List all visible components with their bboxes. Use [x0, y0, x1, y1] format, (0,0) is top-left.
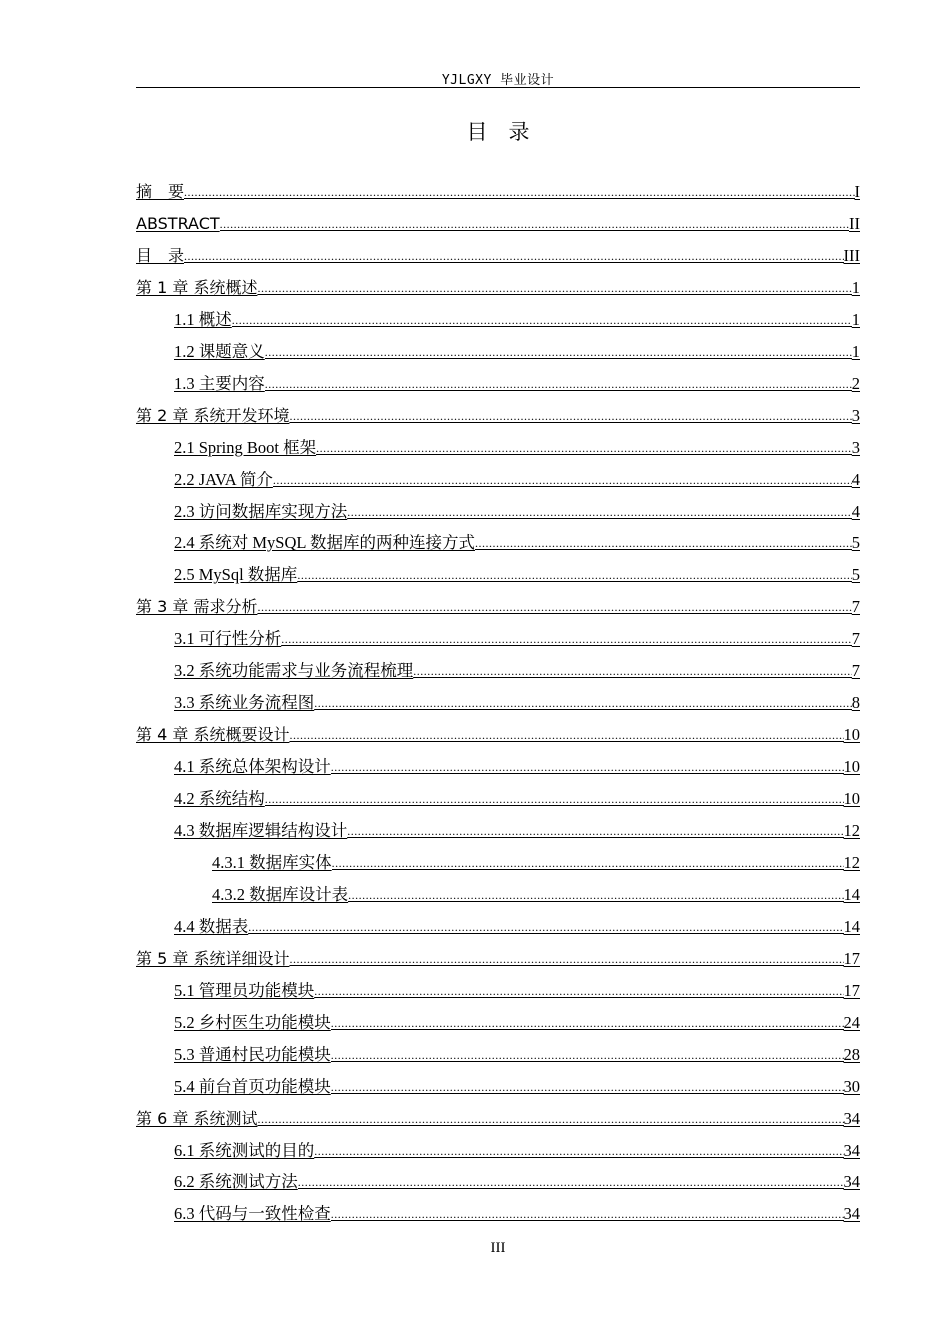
toc-leader-dots — [347, 821, 843, 841]
toc-leader-dots — [265, 789, 844, 809]
toc-entry[interactable] — [136, 178, 860, 202]
toc-entry-label: 6.1 系统测试的目的 — [174, 1140, 315, 1160]
toc-leader-dots — [331, 757, 844, 777]
page-number: III — [490, 1240, 506, 1256]
toc-entry-label: 1.1 概述 — [174, 309, 232, 329]
toc-leader-dots — [289, 949, 843, 969]
toc-entry-page: III — [843, 245, 860, 265]
toc-entry[interactable] — [136, 593, 860, 617]
toc-entry[interactable] — [212, 849, 860, 873]
toc-entry-label: 目 录 — [136, 245, 185, 265]
toc-entry-label: 摘 要 — [136, 182, 185, 201]
toc-entry-label: 2.2 JAVA 简介 — [174, 469, 273, 489]
toc-entry[interactable] — [174, 625, 860, 649]
toc-entry[interactable] — [174, 977, 860, 1001]
toc-entry-label: 1.2 课题意义 — [174, 341, 265, 361]
toc-entry-page: 14 — [843, 884, 860, 904]
toc-entry-label: 第 4 章 系统概要设计 — [136, 725, 290, 745]
toc-entry[interactable] — [174, 657, 860, 681]
toc-entry[interactable] — [174, 1137, 860, 1161]
toc-entry-label: 第 5 章 系统详细设计 — [136, 948, 290, 968]
header-rule — [136, 87, 860, 88]
toc-entry-page: 17 — [843, 948, 860, 968]
toc-entry[interactable] — [174, 561, 860, 585]
toc-entry-page: 10 — [843, 789, 860, 809]
toc-entry-page: 7 — [851, 629, 860, 649]
toc-entry-label: 3.2 系统功能需求与业务流程梳理 — [174, 661, 414, 681]
toc-leader-dots — [348, 885, 843, 905]
toc-leader-dots — [289, 406, 851, 426]
toc-leader-dots — [475, 533, 852, 553]
toc-entry-label: 4.3.2 数据库设计表 — [212, 884, 349, 904]
toc-entry[interactable] — [174, 434, 860, 458]
toc-entry-page: 4 — [851, 469, 860, 489]
toc-entry-label: 2.3 访问数据库实现方法 — [174, 501, 348, 521]
toc-leader-dots — [184, 246, 844, 266]
toc-leader-dots — [347, 502, 852, 522]
toc-entry-page: 30 — [843, 1076, 860, 1096]
toc-leader-dots — [314, 981, 843, 1001]
toc-entry-page: 12 — [843, 852, 860, 872]
running-header: YJLGXY 毕业设计 — [441, 73, 555, 88]
toc-entry-page: 14 — [843, 916, 860, 936]
toc-entry-label: 5.1 管理员功能模块 — [174, 980, 315, 1000]
toc-entry-page: 28 — [843, 1044, 860, 1064]
toc-entry-page: 34 — [843, 1140, 860, 1160]
toc-leader-dots — [273, 470, 852, 490]
toc-entry-page: 2 — [851, 373, 860, 393]
toc-entry-page: 5 — [851, 565, 860, 585]
toc-entry[interactable] — [174, 338, 860, 362]
toc-entry-page: 12 — [843, 821, 860, 840]
toc-leader-dots — [413, 661, 852, 681]
toc-entry-label: 4.3 数据库逻辑结构设计 — [174, 821, 348, 840]
toc-entry[interactable] — [174, 913, 860, 937]
toc-leader-dots — [316, 438, 852, 458]
toc-leader-dots — [331, 1204, 844, 1224]
toc-entry-page: 3 — [851, 437, 860, 457]
toc-entry-page: 17 — [843, 980, 860, 1000]
toc-entry-label: 3.1 可行性分析 — [174, 629, 282, 649]
toc-entry-page: 5 — [851, 533, 860, 553]
toc-entry[interactable] — [174, 1009, 860, 1033]
toc-entry-page: 34 — [843, 1172, 860, 1192]
toc-entry[interactable] — [174, 370, 860, 394]
toc-leader-dots — [331, 1077, 844, 1097]
toc-leader-dots — [257, 1109, 843, 1129]
toc-entry[interactable] — [174, 1200, 860, 1224]
toc-leader-dots — [331, 1013, 844, 1033]
toc-leader-dots — [257, 597, 851, 617]
toc-entry-page: 1 — [851, 309, 860, 329]
toc-entry[interactable] — [174, 1073, 860, 1097]
toc-entry-label: 6.2 系统测试方法 — [174, 1172, 298, 1192]
toc-leader-dots — [232, 310, 852, 330]
toc-entry[interactable] — [174, 689, 860, 713]
toc-entry[interactable] — [212, 881, 860, 905]
toc-entry-page: 34 — [843, 1108, 860, 1128]
toc-entry-page: 8 — [851, 693, 860, 713]
toc-entry-page: 10 — [843, 725, 860, 745]
toc-entry-label: 第 6 章 系统测试 — [136, 1108, 258, 1128]
toc-entry[interactable] — [136, 945, 860, 969]
toc-entry[interactable] — [136, 210, 860, 234]
toc-entry-page: 7 — [851, 661, 860, 681]
toc-entry-label: 4.4 数据表 — [174, 916, 249, 936]
toc-leader-dots — [265, 374, 852, 394]
toc-leader-dots — [265, 342, 852, 362]
toc-entry-label: ABSTRACT — [136, 213, 220, 233]
toc-leader-dots — [281, 629, 852, 649]
toc-leader-dots — [314, 1141, 843, 1161]
toc-entry-page: 34 — [843, 1204, 860, 1224]
toc-entry-page: 1 — [851, 341, 860, 361]
toc-entry-page: 24 — [843, 1012, 860, 1032]
toc-leader-dots — [257, 278, 851, 298]
toc-leader-dots — [332, 853, 844, 873]
toc-entry-label: 4.2 系统结构 — [174, 789, 265, 809]
toc-entry-label: 2.1 Spring Boot 框架 — [174, 437, 317, 457]
toc-entry-label: 5.2 乡村医生功能模块 — [174, 1012, 331, 1032]
toc-entry-label: 3.3 系统业务流程图 — [174, 693, 315, 713]
toc-leader-dots — [298, 1172, 844, 1192]
toc-entry-label: 第 2 章 系统开发环境 — [136, 405, 290, 425]
toc-leader-dots — [289, 725, 843, 745]
toc-entry-label: 第 3 章 需求分析 — [136, 597, 258, 617]
toc-leader-dots — [248, 917, 843, 937]
toc-entry[interactable] — [136, 721, 860, 745]
toc-entry-label: 2.4 系统对 MySQL 数据库的两种连接方式 — [174, 533, 475, 553]
toc-entry-page: 7 — [851, 597, 860, 617]
toc-entry-page: 10 — [843, 757, 860, 777]
toc-entry-page: 1 — [851, 277, 860, 297]
toc-leader-dots — [331, 1045, 844, 1065]
toc-entry[interactable] — [174, 306, 860, 330]
toc-entry[interactable] — [174, 817, 860, 841]
toc-entry-page: I — [854, 182, 860, 201]
toc-entry[interactable] — [174, 529, 860, 553]
toc-entry[interactable] — [174, 753, 860, 777]
toc-leader-dots — [220, 214, 849, 234]
toc-entry-page: 3 — [851, 405, 860, 425]
toc-entry-label: 4.1 系统总体架构设计 — [174, 757, 331, 777]
toc-entry-label: 1.3 主要内容 — [174, 373, 265, 393]
toc-entry[interactable] — [174, 466, 860, 490]
toc-entry[interactable] — [174, 498, 860, 522]
toc-entry-label: 2.5 MySql 数据库 — [174, 565, 298, 585]
toc-leader-dots — [184, 182, 854, 202]
toc-entry-page: 4 — [851, 501, 860, 521]
toc-entry[interactable] — [136, 1105, 860, 1129]
toc-leader-dots — [297, 565, 851, 585]
toc-entry-label: 5.4 前台首页功能模块 — [174, 1076, 331, 1096]
toc-entry-label: 第 1 章 系统概述 — [136, 277, 258, 297]
toc-entry[interactable] — [174, 1168, 860, 1192]
toc-entry[interactable] — [136, 274, 860, 298]
toc-entry-label: 5.3 普通村民功能模块 — [174, 1044, 331, 1064]
toc-title: 目 录 — [466, 120, 530, 144]
toc-leader-dots — [314, 693, 852, 713]
toc-entry-label: 4.3.1 数据库实体 — [212, 852, 332, 872]
toc-entry-page: II — [849, 213, 860, 233]
toc-entry[interactable] — [136, 402, 860, 426]
toc-entry-label: 6.3 代码与一致性检查 — [174, 1204, 331, 1224]
toc-entry[interactable] — [174, 785, 860, 809]
toc-entry[interactable] — [174, 1041, 860, 1065]
toc-entry[interactable] — [136, 242, 860, 266]
